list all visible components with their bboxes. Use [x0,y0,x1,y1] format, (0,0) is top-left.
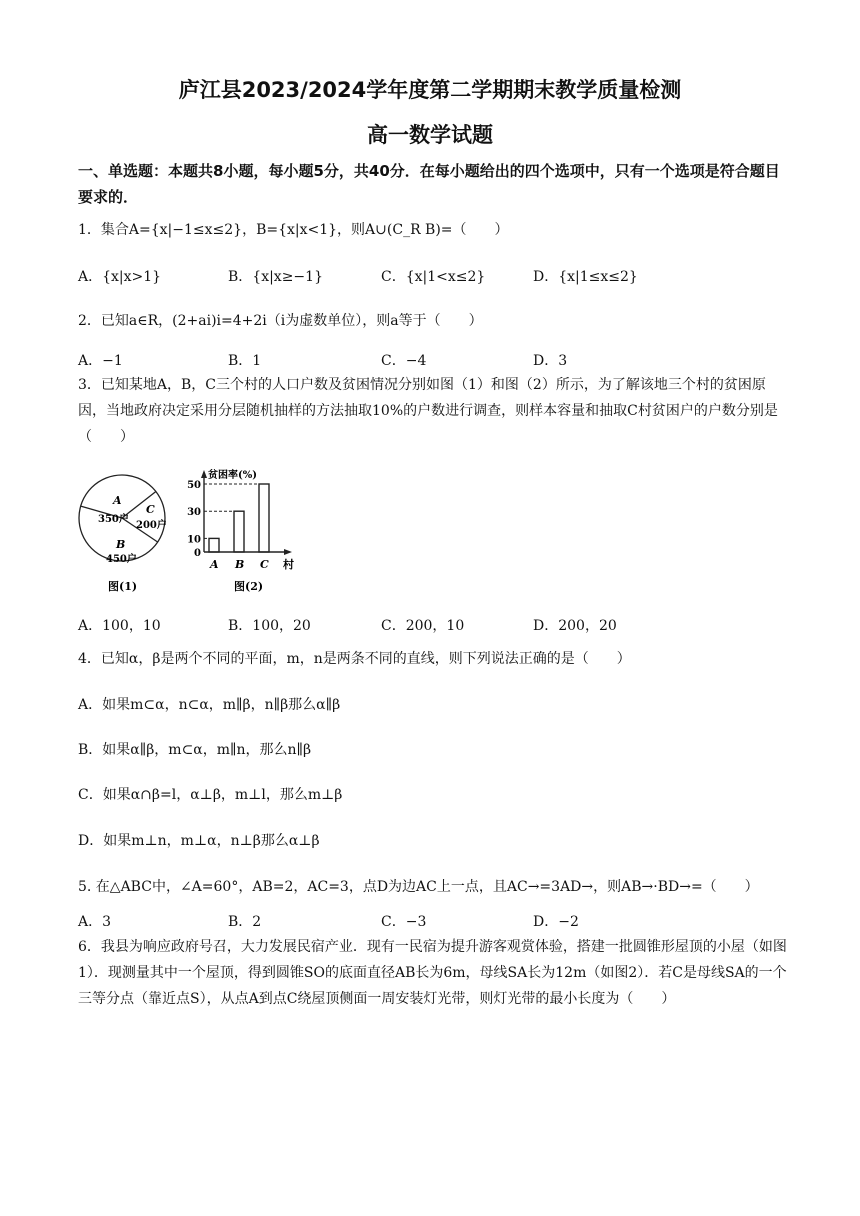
q4-option-d: D．如果m⊥n，m⊥α，n⊥β那么α⊥β [78,833,320,849]
q2-option-c: C．−4 [381,353,427,369]
bar-ytick-0: 0 [194,548,201,559]
bar-y-axis-arrow [201,470,207,478]
question-1-options [78,266,790,290]
pie-caption: 图(1) [108,580,138,593]
q2-option-a: A．−1 [78,353,123,369]
q4-option-a: A．如果m⊂α，n⊂α，m∥β，n∥β那么α∥β [78,697,341,713]
q3-option-c: C．200，10 [381,618,465,634]
question-6-stem: 6．我县为响应政府号召，大力发展民宿产业．现有一民宿为提升游客观赏体验，搭建一批圆锥形屋顶的小屋（如图1）．现测量其中一个屋顶，得到圆锥SO的底面直径AB长为6m，母线SA长为12m（如图2）．若C是母线SA的一个三等分点（靠近点S），从点A到点C绕屋顶侧面一周安装灯光带，则灯光带的最小长度为（ ） [78,939,787,1007]
pie-label-c: C [146,503,155,516]
q4-option-b: B．如果α∥β，m⊂α，m∥n，那么n∥β [78,742,312,758]
question-4-stem: 4．已知α，β是两个不同的平面，m，n是两条不同的直线，则下列说法正确的是（ ） [78,651,631,667]
bar-ytick-30: 30 [187,507,201,519]
pie-label-a: A [113,494,122,507]
bar-y-label: 贫困率(%) [208,470,257,481]
question-3-figure [76,466,316,596]
q3-option-a: A．100，10 [78,618,161,634]
q2-option-b: B．1 [228,353,262,369]
q1-option-a: A．{x|x>1} [78,269,162,285]
question-3-options [78,615,790,639]
pie-value-a: 350户 [98,514,129,525]
bar-x-label: 村 [283,558,294,571]
pie-label-b: B [116,538,126,551]
question-3-stem: 3．已知某地A，B，C三个村的人口户数及贫困情况分别如图（1）和图（2）所示，为了解该地三个村的贫困原因，当地政府决定采用分层随机抽样的方法抽取10%的户数进行调查，则样本容量和抽取C村贫困户的户数分别是（ ） [78,377,778,445]
q2-option-d: D．3 [533,353,568,369]
bar-ytick-50: 50 [187,480,201,491]
bar-category-b: B [235,558,245,571]
q5-option-a: A．3 [78,914,112,930]
exam-title: 庐江县2023/2024学年度第二学期期末教学质量检测 [178,78,682,102]
q1-option-c: C．{x|1<x≤2} [381,269,486,285]
q3-option-b: B．100，20 [228,618,311,634]
q5-option-c: C．−3 [381,914,427,930]
question-2-stem: 2．已知a∈R，(2+ai)i=4+2i（i为虚数单位），则a等于（ ） [78,313,483,329]
pie-value-b: 450户 [106,554,137,565]
bar-chart [187,468,294,593]
bar-category-a: A [210,558,219,571]
q1-option-d: D．{x|1≤x≤2} [533,269,638,285]
question-1-stem: 1．集合A={x|−1≤x≤2}，B={x|x<1}，则A∪(C_R B)=（ ） [78,222,509,238]
question-5-stem: 5. 在△ABC中，∠A=60°，AB=2，AC=3，点D为边AC上一点，且AC→=3AD→，则AB→·BD→=（ ） [78,879,759,895]
pie-value-c: 200户 [136,520,167,531]
bar-ytick-10: 10 [187,534,201,546]
exam-subtitle: 高一数学试题 [367,123,493,147]
bar-caption: 图(2) [234,580,264,593]
bar-b [234,511,244,552]
q1-option-b: B．{x|x≥−1} [228,269,323,285]
q3-option-d: D．200，20 [533,618,617,634]
pie-chart [79,475,167,593]
bar-a [209,538,219,552]
bar-c [259,484,269,552]
bar-category-c: C [260,558,269,571]
question-2-options [78,350,790,374]
bar-x-axis-arrow [284,549,292,555]
q5-option-d: D．−2 [533,914,579,930]
question-5-options [78,911,790,935]
section-heading: 一、单选题：本题共8小题，每小题5分，共40分．在每小题给出的四个选项中，只有一个选项是符合题目要求的． [78,162,780,206]
q5-option-b: B．2 [228,914,262,930]
q4-option-c: C．如果α∩β=l，α⊥β，m⊥l，那么m⊥β [78,787,343,803]
